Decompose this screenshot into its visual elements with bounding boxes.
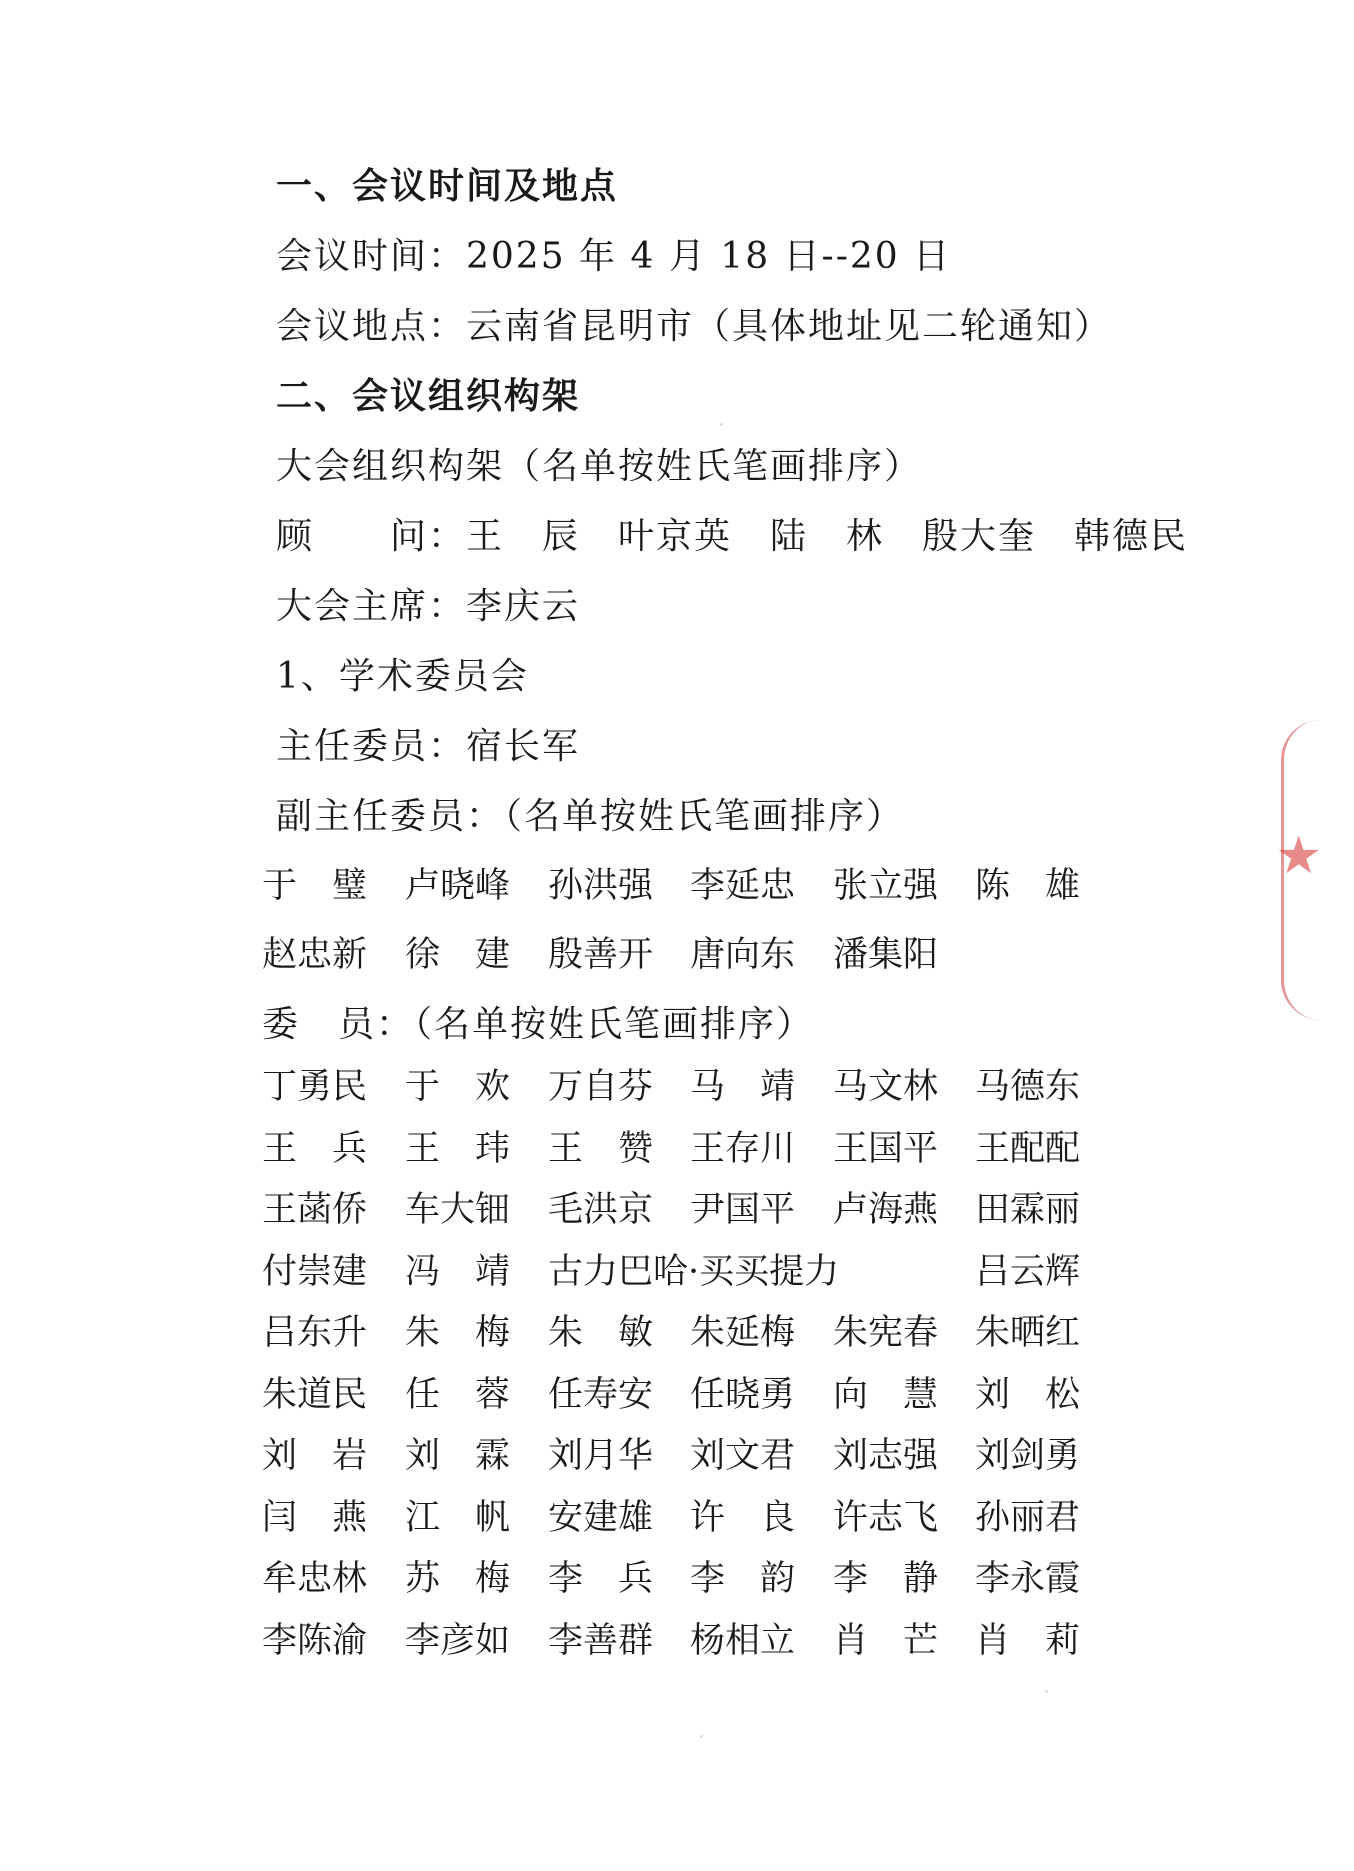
scan-speck	[1045, 1690, 1048, 1693]
org-structure-line: 大会组织构架（名单按姓氏笔画排序）	[276, 446, 923, 487]
person-name: 李 静	[833, 1559, 939, 1599]
person-name: 许志飞	[833, 1497, 939, 1538]
person-name: 潘集阳	[833, 935, 939, 975]
person-name: 刘 霖	[405, 1436, 511, 1476]
person-name: 朱延梅	[690, 1313, 796, 1353]
person-name: 李彦如	[405, 1620, 511, 1661]
person-name: 肖 芒	[833, 1620, 939, 1661]
person-name: 王配配	[975, 1128, 1081, 1169]
person-name: 万自芬	[548, 1067, 654, 1107]
person-name: 刘 松	[975, 1374, 1081, 1415]
person-name: 李 韵	[690, 1559, 796, 1599]
person-name: 刘文君	[690, 1436, 796, 1476]
person-name: 李永霞	[975, 1559, 1081, 1599]
person-name: 王国平	[833, 1128, 939, 1169]
person-name: 刘月华	[548, 1436, 654, 1476]
person-name: 付崇建	[262, 1251, 368, 1292]
person-name: 李陈渝	[262, 1620, 368, 1661]
person-name: 卢晓峰	[405, 866, 511, 906]
person-name: 江 帆	[405, 1497, 511, 1538]
person-name: 唐向东	[690, 935, 796, 975]
person-name: 肖 莉	[975, 1620, 1081, 1661]
person-name: 向 慧	[833, 1374, 939, 1415]
person-name: 王 玮	[405, 1128, 511, 1169]
advisors-line: 顾 问：王 辰 叶京英 陆 林 殷大奎 韩德民	[276, 516, 1189, 557]
person-name: 田霖丽	[975, 1190, 1081, 1230]
person-name: 任寿安	[548, 1374, 654, 1415]
person-name: 刘剑勇	[975, 1436, 1081, 1476]
director-line: 主任委员：宿长军	[276, 726, 581, 767]
person-name: 丁勇民	[262, 1067, 368, 1107]
person-name: 朱宪春	[833, 1313, 939, 1353]
person-name: 牟忠林	[262, 1559, 368, 1599]
person-name: 任 蓉	[405, 1374, 511, 1415]
person-name: 杨相立	[690, 1620, 796, 1661]
person-name: 许 良	[690, 1497, 796, 1538]
person-name: 苏 梅	[405, 1559, 511, 1599]
person-name: 孙洪强	[548, 866, 654, 906]
person-name: 吕云辉	[975, 1251, 1081, 1292]
person-name: 朱 梅	[405, 1313, 511, 1353]
person-name: 刘 岩	[262, 1436, 368, 1476]
meeting-place: 会议地点：云南省昆明市（具体地址见二轮通知）	[276, 306, 1113, 347]
person-name: 尹国平	[690, 1190, 796, 1230]
committee-title: 1、学术委员会	[276, 656, 529, 697]
person-name: 朱 敏	[548, 1313, 654, 1353]
person-name: 车大钿	[405, 1190, 511, 1230]
vice-directors-label: 副主任委员：（名单按姓氏笔画排序）	[276, 796, 905, 837]
members-label: 委 员：（名单按姓氏笔画排序）	[262, 1004, 815, 1045]
person-name: 刘志强	[833, 1436, 939, 1476]
person-name: 马 靖	[690, 1067, 796, 1107]
person-name: 王菡侨	[262, 1190, 368, 1230]
section2-heading: 二、会议组织构架	[276, 376, 581, 417]
person-name: 王存川	[690, 1128, 796, 1169]
person-name: 殷善开	[548, 935, 654, 975]
person-name: 李 兵	[548, 1559, 654, 1599]
person-name: 陈 雄	[975, 866, 1081, 906]
person-name: 毛洪京	[548, 1190, 654, 1230]
section1-heading: 一、会议时间及地点	[276, 166, 619, 207]
person-name: 冯 靖	[405, 1251, 511, 1292]
person-name: 于 欢	[405, 1067, 511, 1107]
person-name: 朱晒红	[975, 1313, 1081, 1353]
person-name: 卢海燕	[833, 1190, 939, 1230]
meeting-time: 会议时间：2025 年 4 月 18 日--20 日	[276, 236, 952, 277]
seal-star-icon: ★	[1275, 826, 1322, 886]
person-name: 闫 燕	[262, 1497, 368, 1538]
person-name: 孙丽君	[975, 1497, 1081, 1538]
person-name: 马德东	[975, 1067, 1081, 1107]
person-name: 李延忠	[690, 866, 796, 906]
red-seal-stamp	[1275, 720, 1324, 1020]
person-name: 马文林	[833, 1067, 939, 1107]
person-name: 赵忠新	[262, 935, 368, 975]
scan-speck	[720, 423, 723, 426]
person-name: 徐 建	[405, 935, 511, 975]
person-name: 王 兵	[262, 1128, 368, 1169]
person-name: 朱道民	[262, 1374, 368, 1415]
person-name: 张立强	[833, 866, 939, 906]
person-name: 任晓勇	[690, 1374, 796, 1415]
person-name: 于 璧	[262, 866, 368, 906]
scan-speck	[700, 1735, 703, 1738]
chair-line: 大会主席：李庆云	[276, 586, 581, 627]
person-name: 吕东升	[262, 1313, 368, 1353]
person-name: 安建雄	[548, 1497, 654, 1538]
person-name: 古力巴哈·买买提力	[548, 1251, 840, 1292]
person-name: 王 赞	[548, 1128, 654, 1169]
person-name: 李善群	[548, 1620, 654, 1661]
